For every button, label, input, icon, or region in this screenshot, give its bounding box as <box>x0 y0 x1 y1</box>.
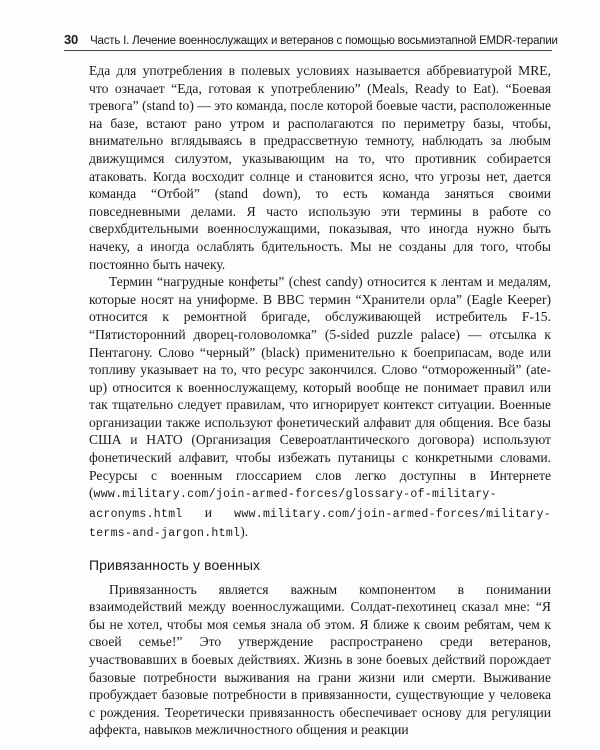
body-text <box>89 62 551 739</box>
section-heading: Привязанность у военных <box>89 557 261 574</box>
running-head <box>64 32 564 47</box>
paragraph-text: Еда для употребления в полевых условиях называется аббревиатурой MRE, что означает “Еда, готовая к употреблению” (Meals, Ready to Eat). “Боевая тревога” (stand to) — это команда, после которой боевые части, расположенные на базе, встают рано утром и располагаются по периметру базы, чтобы, внимательно вглядываясь в предрассветную темноту, наблюдать за любым движущимся силуэтом, указывающим на то, что противник собирается атаковать. Когда восходит солнце и становится ясно, что угрозы нет, дается команда “Отбой” (stand down), то есть команда заняться своими повседневными делами. Я часто использую эти термины в работе со сверхбдительными военнослужащими, показывая, что иногда нужно быть начеку, а иногда ослаблять бдительность. Мы не созданы для того, чтобы постоянно быть начеку. <box>89 63 551 272</box>
header-rule <box>64 50 552 51</box>
glossary-link-terms[interactable]: www.military.com/join-armed-forces/military-terms-and-jargon.html <box>89 507 551 541</box>
paragraph-slang <box>89 273 551 543</box>
paragraph-text: Привязанность является важным компонентом в понимании взаимодействий между военнослужащими. Солдат-пехотинец сказал мне: “Я бы не хотел, чтобы моя семья знала об этом. Я ближе к своим ребятам, чем к своей семье!” Это утверждение распространено среди ветеранов, участвовавших в боевых действиях. Жизнь в зоне боевых действий порождает базовые потребности выживания на грани жизни или смерти. Выживание пробуждает базовые потребности в привязанности, существующие у человека с рождения. Теоретически привязанность обеспечивает основу для регуляции аффекта, навыков межличностного общения и реакции <box>89 581 551 738</box>
link-joiner: и <box>182 504 235 520</box>
paragraph-tail: ). <box>240 524 249 540</box>
glossary-link-acronyms[interactable]: www.military.com/join-armed-forces/glossary-of-military-acronyms.html <box>89 488 497 521</box>
paragraph-attachment <box>89 581 551 739</box>
paragraph-mre <box>89 62 551 273</box>
paragraph-text: Термин “нагрудные конфеты” (chest candy) относится к лентам и медалям, которые носят на униформе. В ВВС термин “Хранители орла” (Eagle Keeper) относится к ремонтной бригаде, обслуживающей истребитель F-15. “Пятисторонний дворец-головоломка” (5-sided puzzle palace) — отсылка к Пентагону. Слово “черный” (black) применительно к боеприпасам, воде или топливу указывает на то, что ресурс закончился. Слово “отмороженный” (ate-up) относится к военнослужащему, который вообще не понимает правил или так тщательно следует правилам, что игнорирует контекст ситуации. Военные организации также используют фонетический алфавит для общения. Все базы США и НАТО (Организация Североатлантического договора) используют фонетический алфавит, чтобы избежать путаницы с конкретными словами. Ресурсы с военным глоссарием слов легко доступны в Интернете ( <box>89 274 551 501</box>
page-number: 30 <box>64 32 79 47</box>
running-title: Часть I. Лечение военнослужащих и ветеранов с помощью восьмиэтапной EMDR-терапии <box>90 35 558 47</box>
